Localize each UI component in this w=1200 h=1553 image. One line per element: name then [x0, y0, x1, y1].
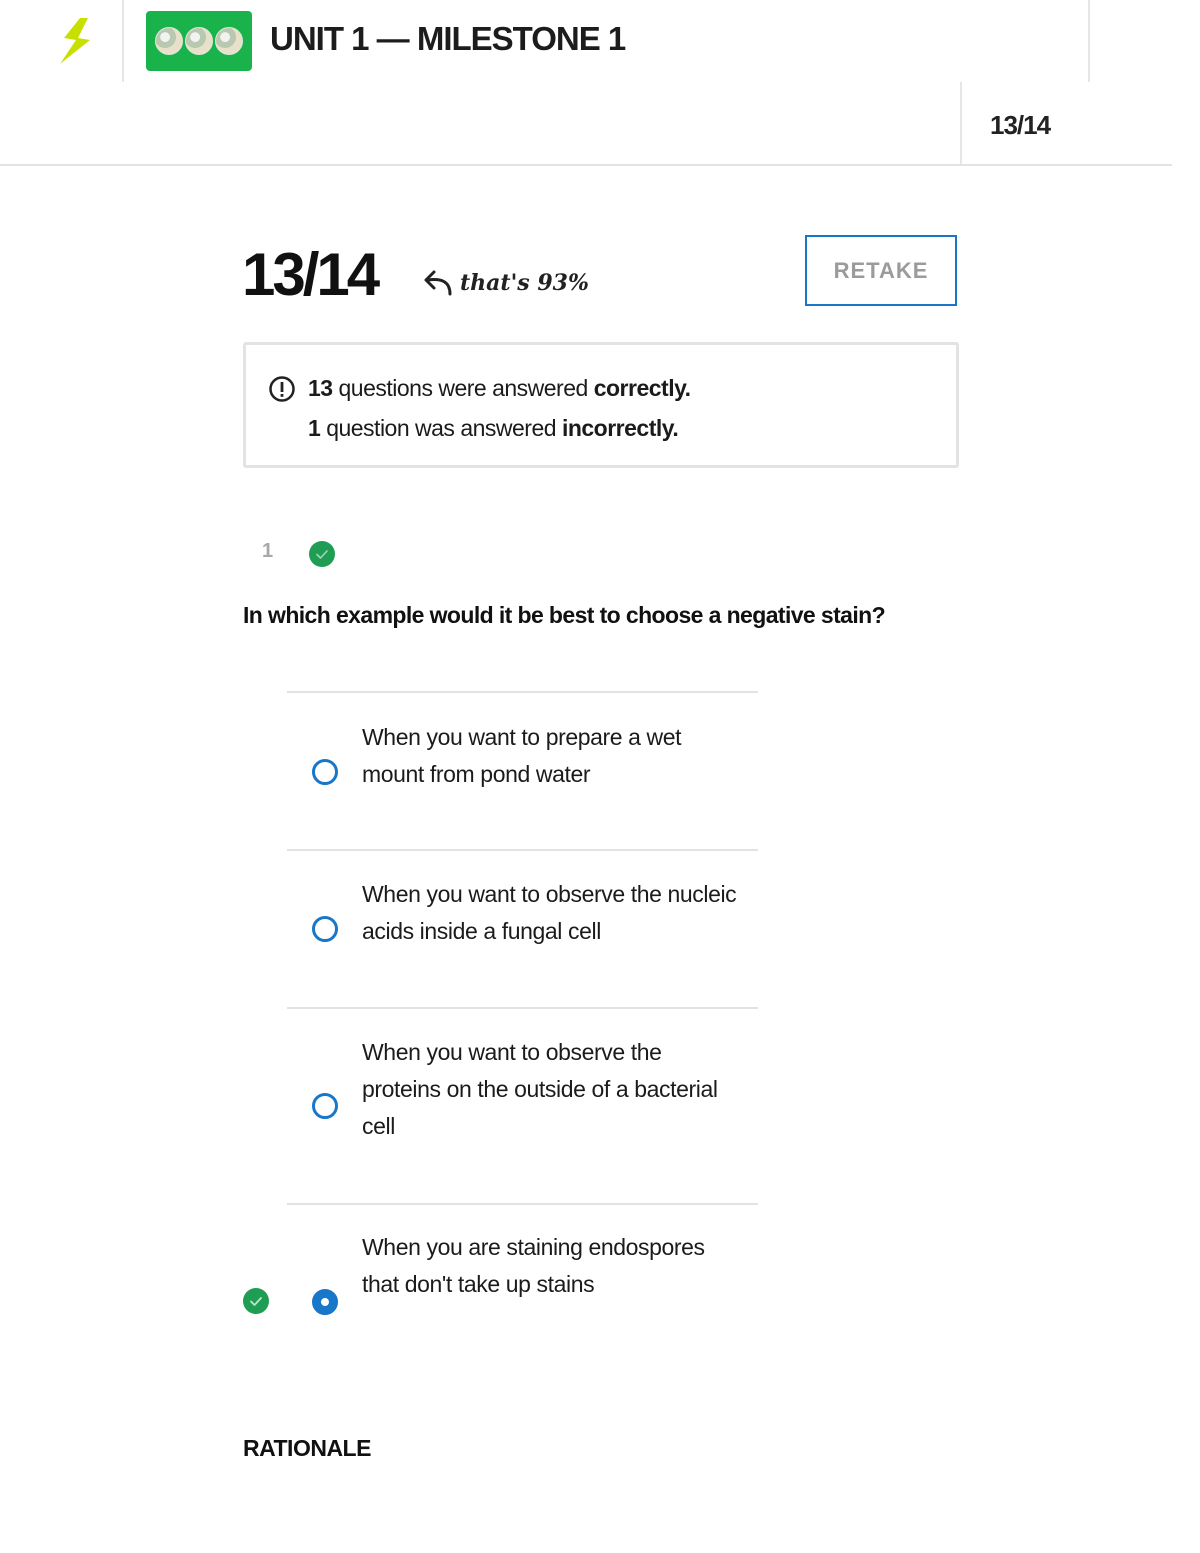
- microbe-icon: [155, 27, 183, 55]
- correct-answer-check-icon: [243, 1288, 269, 1314]
- question-text: In which example would it be best to choose a negative stain?: [243, 602, 886, 628]
- radio-button-selected[interactable]: [312, 1289, 338, 1315]
- incorrect-summary: 1 question was answered incorrectly.: [308, 415, 679, 441]
- top-bar: [0, 0, 1200, 82]
- course-badge: [146, 11, 252, 71]
- info-icon: [268, 375, 296, 403]
- option-text: When you want to observe the nucleic acids inside a fungal cell: [362, 881, 737, 944]
- radio-button[interactable]: [312, 1093, 338, 1119]
- header-bottom-border: [0, 164, 1172, 166]
- header-divider: [960, 82, 962, 164]
- curved-arrow-icon: [420, 268, 456, 298]
- retake-button[interactable]: RETAKE: [805, 235, 957, 306]
- correct-summary: 13 questions were answered correctly.: [308, 375, 691, 401]
- answer-option[interactable]: [287, 1009, 758, 1203]
- score-indicator: 13/14: [990, 110, 1051, 140]
- microbe-icon: [215, 27, 243, 55]
- answer-option-selected[interactable]: [287, 1205, 758, 1365]
- radio-button[interactable]: [312, 759, 338, 785]
- microbe-icon: [185, 27, 213, 55]
- page-title: UNIT 1 — MILESTONE 1: [270, 20, 626, 57]
- option-text: When you want to prepare a wet mount from pond water: [362, 724, 682, 787]
- radio-button[interactable]: [312, 916, 338, 942]
- option-text: When you want to observe the proteins on the outside of a bacterial cell: [362, 1039, 718, 1139]
- correct-check-icon: [309, 541, 335, 567]
- option-text: When you are staining endospores that don't take up stains: [362, 1234, 705, 1297]
- results-summary: [243, 342, 959, 468]
- percent-note: that's 93%: [460, 270, 589, 296]
- question-number: 1: [262, 540, 274, 562]
- answer-option[interactable]: [287, 693, 758, 849]
- sophia-logo-icon[interactable]: [50, 14, 100, 68]
- answer-option[interactable]: [287, 851, 758, 1007]
- score-display: 13/14: [242, 241, 378, 308]
- header-divider: [1088, 0, 1090, 82]
- rationale-heading: RATIONALE: [243, 1435, 371, 1461]
- header-divider: [122, 0, 124, 82]
